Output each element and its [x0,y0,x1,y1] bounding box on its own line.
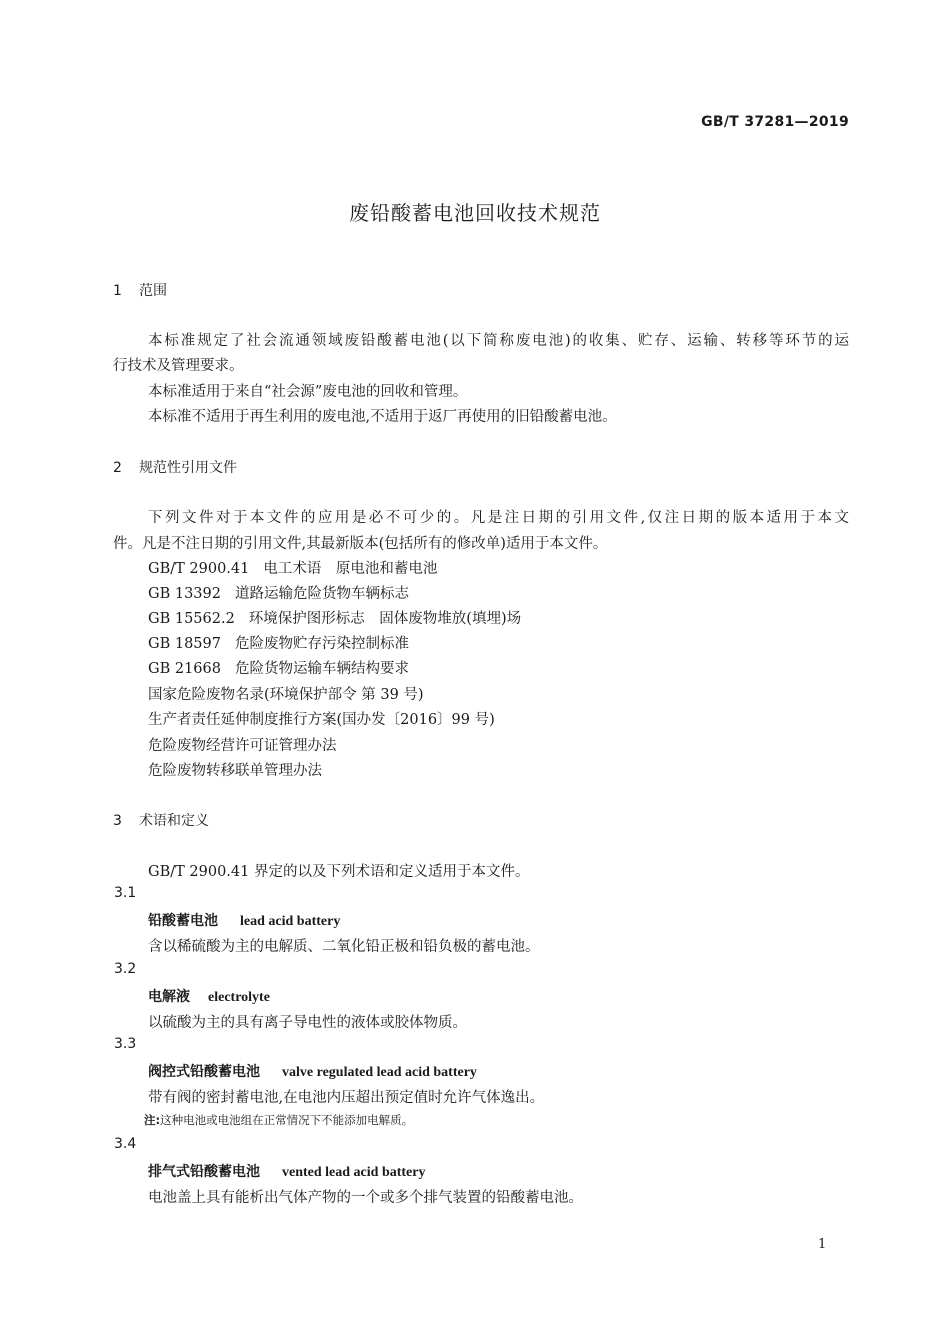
term-note [144,1112,413,1128]
reference-item: 危险废物经营许可证管理办法 [148,738,337,754]
terms-intro: GB/T 2900.41 界定的以及下列术语和定义适用于本文件。 [148,864,530,880]
term-number: 3.4 [114,1136,137,1152]
reference-item [148,632,409,653]
reference-title: 危险货物运输车辆结构要求 [234,661,409,677]
term-zh: 铅酸蓄电池 [148,913,218,929]
term-zh: 电解液 [148,989,190,1005]
section-heading-terms [113,810,209,830]
reference-code: GB/T 2900.41 [148,561,250,577]
refs-intro-line [113,506,849,527]
reference-code: GB 15562.2 [148,611,235,627]
reference-item: 国家危险废物名录(环境保护部令 第 39 号) [148,687,424,703]
reference-title: 道路运输危险货物车辆标志 [234,586,409,602]
reference-item [148,582,409,603]
page-number: 1 [818,1237,827,1252]
scope-paragraph-line [113,329,849,350]
term-definition: 含以稀硫酸为主的电解质、二氧化铅正极和铅负极的蓄电池。 [148,939,540,955]
term-title [148,1061,477,1081]
reference-item [148,607,521,628]
refs-intro-line: 件。凡是不注日期的引用文件,其最新版本(包括所有的修改单)适用于本文件。 [113,536,608,552]
section-number: 3 [113,813,122,829]
reference-title: 电工术语 原电池和蓄电池 [263,561,438,577]
term-definition: 以硫酸为主的具有离子导电性的液体或胶体物质。 [148,1015,467,1031]
term-title [148,1161,425,1181]
term-en: electrolyte [208,990,270,1005]
section-heading-scope [113,280,167,300]
reference-code: GB 18597 [148,636,221,652]
note-label: 注: [144,1113,161,1127]
term-en: valve regulated lead acid battery [282,1065,477,1080]
reference-title: 环境保护图形标志 固体废物堆放(填埋)场 [248,611,522,627]
text-line: 下列文件对于本文件的应用是必不可少的。凡是注日期的引用文件,仅注日期的版本适用于本文 [148,510,849,526]
reference-title: 危险废物贮存污染控制标准 [234,636,409,652]
reference-item: 生产者责任延伸制度推行方案(国办发〔2016〕99 号) [148,712,495,728]
text-line: 本标准规定了社会流通领域废铅酸蓄电池(以下简称废电池)的收集、贮存、运输、转移等环节的运 [148,333,849,349]
reference-item [148,557,437,578]
term-en: lead acid battery [240,914,341,929]
standard-code: GB/T 37281—2019 [701,114,849,130]
term-number: 3.3 [114,1036,137,1052]
section-title: 术语和定义 [139,813,209,829]
reference-item [148,657,409,678]
term-zh: 排气式铅酸蓄电池 [148,1164,260,1180]
section-heading-normative-refs [113,457,237,477]
term-zh: 阀控式铅酸蓄电池 [148,1064,260,1080]
term-title [148,986,270,1006]
term-number: 3.2 [114,961,137,977]
term-title [148,910,340,930]
term-en: vented lead acid battery [282,1165,426,1180]
scope-paragraph: 本标准适用于来自“社会源”废电池的回收和管理。 [148,384,468,400]
term-number: 3.1 [114,885,137,901]
term-definition: 电池盖上具有能析出气体产物的一个或多个排气装置的铅酸蓄电池。 [148,1190,583,1206]
reference-code: GB 21668 [148,661,221,677]
scope-paragraph-line: 行技术及管理要求。 [113,358,244,374]
section-number: 2 [113,460,122,476]
section-title: 规范性引用文件 [139,460,237,476]
section-number: 1 [113,283,122,299]
note-text: 这种电池或电池组在正常情况下不能添加电解质。 [160,1113,414,1127]
term-definition: 带有阀的密封蓄电池,在电池内压超出预定值时允许气体逸出。 [148,1090,545,1106]
document-title: 废铅酸蓄电池回收技术规范 [349,201,601,225]
reference-item: 危险废物转移联单管理办法 [148,763,322,779]
section-title: 范围 [139,283,167,299]
reference-code: GB 13392 [148,586,221,602]
scope-paragraph: 本标准不适用于再生利用的废电池,不适用于返厂再使用的旧铅酸蓄电池。 [148,409,617,425]
